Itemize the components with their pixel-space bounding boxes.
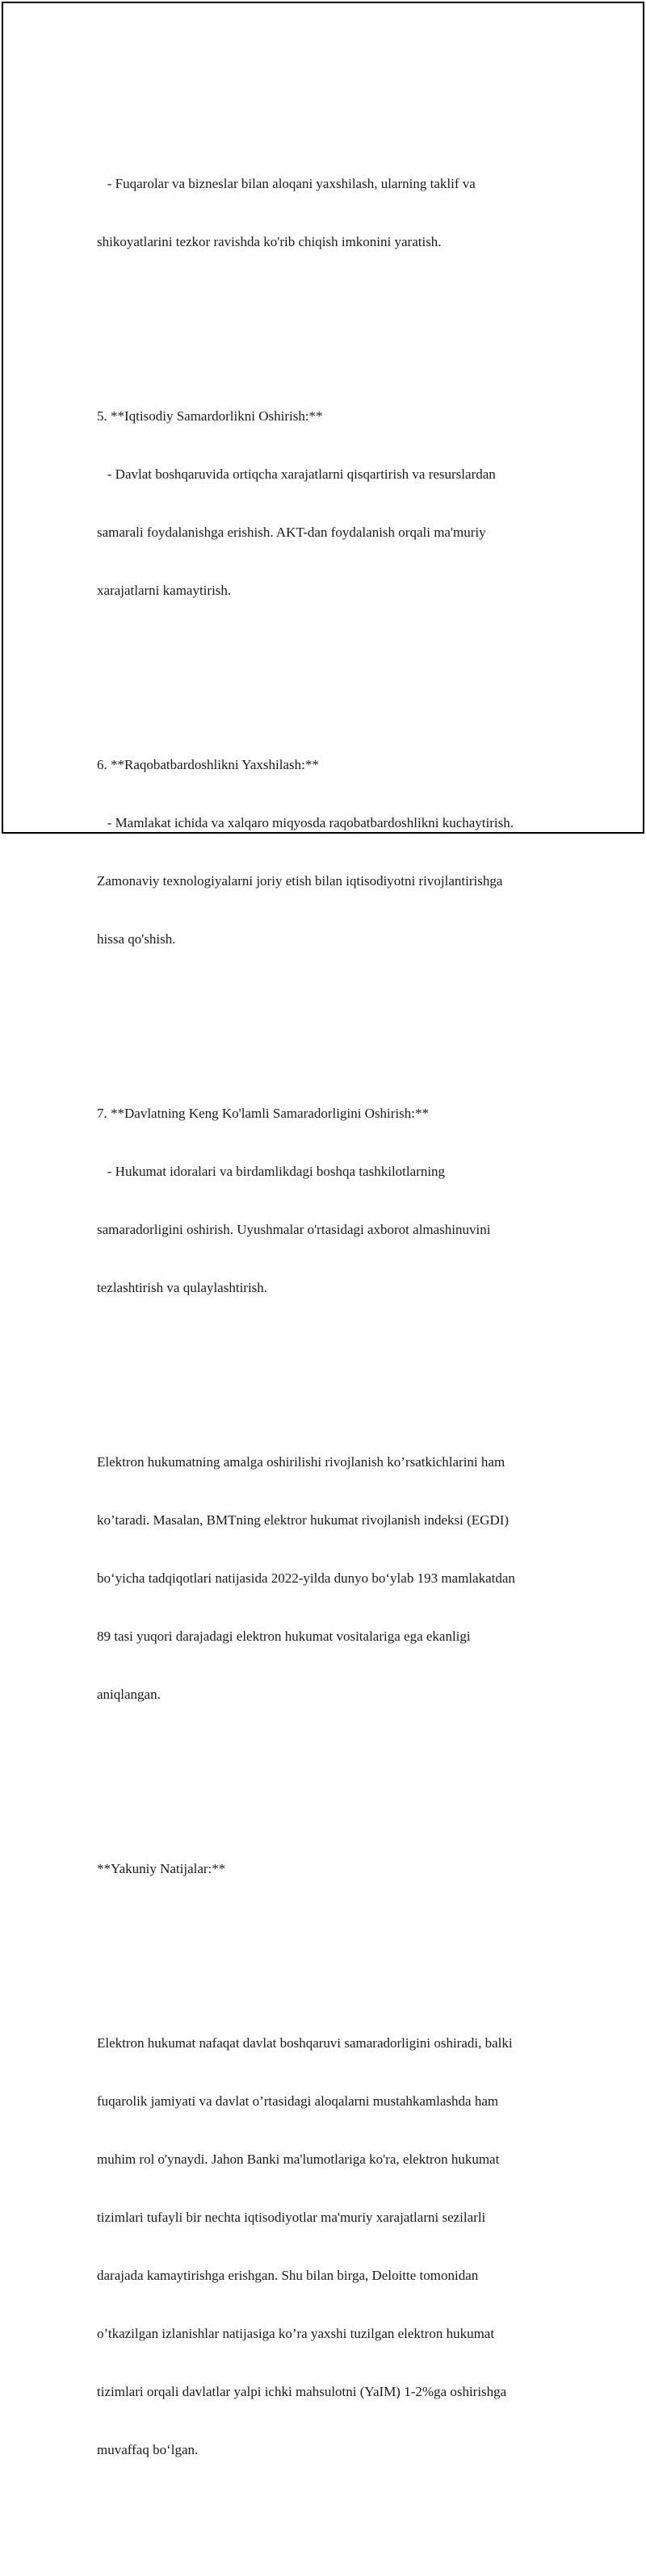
document-page	[2, 2, 644, 2457]
text-line: shikoyatlarini tezkor ravishda ko'rib chiqish imkonini yaratish.	[97, 234, 442, 249]
section-heading: **Yakuniy Natijalar:**	[97, 1861, 226, 1876]
text-line: fuqarolik jamiyati va davlat o’rtasidagi aloqalarni mustahkamlashda ham	[97, 2093, 499, 2109]
text-line: samaradorligini oshirish. Uyushmalar o'rtasidagi axborot almashinuvini	[97, 1222, 491, 1237]
paragraph-citizen-business-relations	[97, 136, 557, 291]
document-body	[97, 77, 557, 2576]
text-line: hissa qo'shish.	[97, 931, 176, 947]
text-line: Elektron hukumat nafaqat davlat boshqaruvi samaradorligini oshiradi, balki	[97, 2035, 513, 2051]
text-line: tizimlari orqali davlatlar yalpi ichki mahsulotni (YaIM) 1-2%ga oshirishga	[97, 2384, 507, 2399]
text-line: muvaffaq bo‘lgan.	[97, 2442, 199, 2457]
section-heading: 6. **Raqobatbardoshlikni Yaxshilash:**	[97, 757, 319, 772]
text-line: 89 tasi yuqori darajadagi elektron hukumat vositalariga ega ekanligi	[97, 1629, 471, 1644]
text-line: - Fuqarolar va bizneslar bilan aloqani yaxshilash, ularning taklif va	[97, 176, 476, 191]
section-economic-efficiency	[97, 368, 557, 639]
section-final-results	[97, 1821, 557, 1917]
section-heading: 5. **Iqtisodiy Samardorlikni Oshirish:**	[97, 408, 323, 424]
text-line: ko’taradi. Masalan, BMTning elektror hukumat rivojlanish indeksi (EGDI)	[97, 1512, 510, 1528]
text-line: aniqlangan.	[97, 1687, 161, 1702]
section-state-efficiency	[97, 1065, 557, 1336]
text-line: o’tkazilgan izlanishlar natijasiga ko’ra yaxshi tuzilgan elektron hukumat	[97, 2326, 495, 2341]
text-line: bo‘yicha tadqiqotlari natijasida 2022-yilda dunyo bo‘ylab 193 mamlakatdan	[97, 1570, 515, 1586]
text-line: darajada kamaytirishga erishgan. Shu bilan birga, Deloitte tomonidan	[97, 2268, 479, 2283]
text-line: - Mamlakat ichida va xalqaro miqyosda raqobatbardoshlikni kuchaytirish.	[97, 815, 514, 830]
text-line: tezlashtirish va qulaylashtirish.	[97, 1280, 268, 1295]
paragraph-egdi	[97, 1414, 557, 1743]
text-line: tizimlari tufayli bir nechta iqtisodiyotlar ma'muriy xarajatlarni sezilarli	[97, 2210, 486, 2225]
text-line: samarali foydalanishga erishish. AKT-dan foydalanish orqali ma'muriy	[97, 525, 486, 540]
text-line: - Hukumat idoralari va birdamlikdagi boshqa tashkilotlarning	[97, 1164, 446, 1179]
section-heading: 7. **Davlatning Keng Ko'lamli Samaradorligini Oshirish:**	[97, 1106, 430, 1121]
text-line: Elektron hukumatning amalga oshirilishi rivojlanish ko’rsatkichlarini ham	[97, 1454, 505, 1470]
section-competitiveness	[97, 717, 557, 988]
text-line: Zamonaviy texnologiyalarni joriy etish bilan iqtisodiyotni rivojlantirishga	[97, 873, 503, 889]
text-line: - Davlat boshqaruvida ortiqcha xarajatlarni qisqartirish va resurslardan	[97, 466, 496, 482]
paragraph-conclusion	[97, 1995, 557, 2499]
text-line: muhim rol o'ynaydi. Jahon Banki ma'lumotlariga ko'ra, elektron hukumat	[97, 2152, 500, 2167]
text-line: xarajatlarni kamaytirish.	[97, 583, 232, 598]
